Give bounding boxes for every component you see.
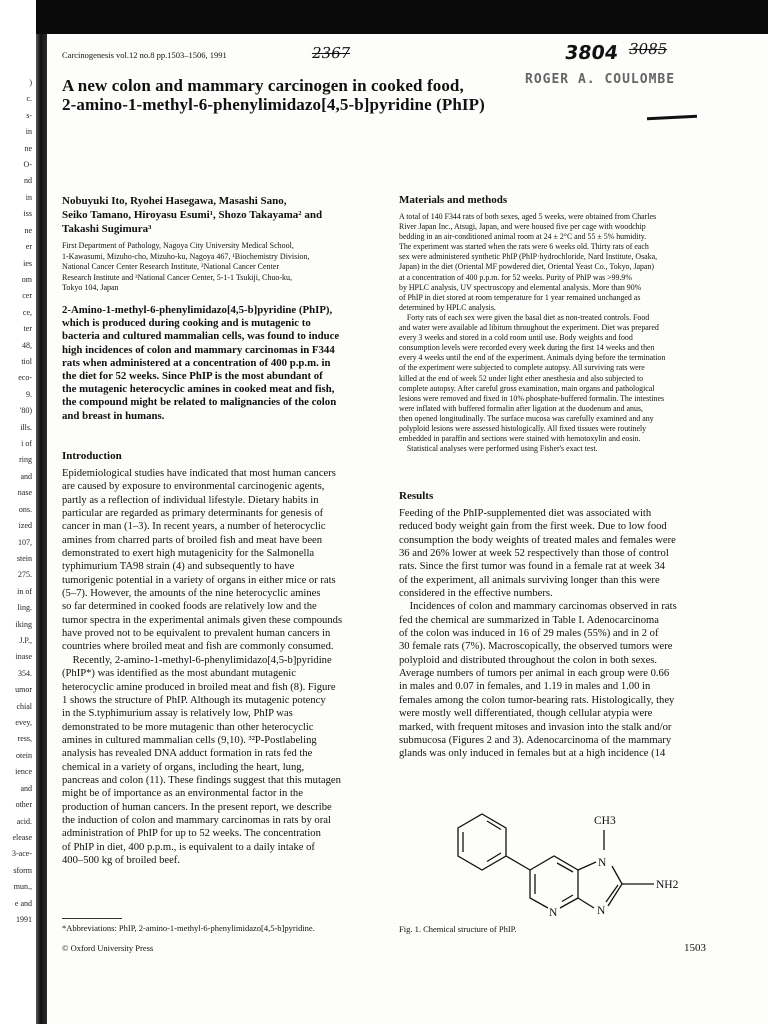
methods-line: River Japan Inc., Atsugi, Japan, and were housed five per cage with woodchip <box>399 222 646 232</box>
methods-line: sex were administered synthetic PhIP (PhIP·hydrochloride, Nard Institute, Osaka, <box>399 252 658 262</box>
margin-text-fragment: nase <box>17 488 32 498</box>
margin-text-fragment: elease <box>12 832 32 842</box>
methyl-label: CH3 <box>594 815 616 827</box>
intro-line: tumorigenic potential in a variety of organs in either mice or rats <box>62 574 336 586</box>
methods-line: Statistical analyses were performed using Fisher's exact test. <box>399 444 598 454</box>
scan-top-edge <box>36 0 768 34</box>
intro-line: 400–500 kg of broiled beef. <box>62 854 180 866</box>
results-line: submucosa (Figures 2 and 3). Adenocarcinoma of the mammary <box>399 734 672 746</box>
methods-line: consumption levels were recorded every week during the first 14 weeks and then <box>399 343 655 353</box>
results-line: were mostly well differentiated, though cellular atypia were <box>399 708 653 720</box>
results-line: 30 female rats (7%). Macroscopically, the observed tumors were <box>399 641 673 653</box>
margin-text-fragment: and <box>20 471 32 481</box>
book-spine-shadow <box>36 0 47 1024</box>
margin-text-fragment: ring <box>19 455 32 465</box>
methods-line: The experiment was started when the rats were 6 weeks old. Thirty rats of each <box>399 242 649 252</box>
methods-line: of PhIP in diet stored at room temperature for 1 year remained unchanged as <box>399 292 641 302</box>
figure-1-caption: Fig. 1. Chemical structure of PhIP. <box>399 924 517 934</box>
affiliation-line-1: First Department of Pathology, Nagoya City University Medical School, <box>62 241 294 250</box>
margin-text-fragment: ce, <box>22 307 32 317</box>
intro-line: are caused by exposure to environmental carcinogenic agents, <box>62 481 325 493</box>
margin-text-fragment: 48, <box>22 340 32 350</box>
margin-text-fragment: iss <box>23 209 32 219</box>
intro-line: cancer in man (1–3). In recent years, a number of heterocyclic <box>62 521 326 533</box>
intro-line: administration of PhIP for up to 52 weeks. The concentration <box>62 828 321 840</box>
methods-line: by HPLC analysis, UV spectroscopy and elemental analysis. More than 90% <box>399 282 642 292</box>
margin-text-fragment: om <box>21 274 32 284</box>
margin-text-fragment: stein <box>16 553 32 563</box>
methods-line: were inflated with buffered formalin after ligation at the duodenum and anus, <box>399 403 643 413</box>
abstract-line: high incidences of colon and mammary carcinomas in F344 <box>62 343 335 356</box>
margin-text-fragment: ne <box>24 225 32 235</box>
results-line: of the experiment, all animals surviving longer than this were <box>399 574 660 586</box>
margin-text-fragment: acid. <box>16 816 32 826</box>
margin-text-fragment: tiol <box>21 357 32 366</box>
margin-text-fragment: c. <box>26 94 32 104</box>
methods-line: bedding in an air-conditioned animal room at 24 ± 2°C and 55 ± 5% humidity. <box>399 232 647 242</box>
intro-line: Recently, 2-amino-1-methyl-6-phenylimidazo[4,5-b]pyridine <box>62 654 332 666</box>
results-line: marked, with frequent mitoses and invasion into the stalk and/or <box>399 721 672 733</box>
margin-text-fragment: 3-ace- <box>12 849 32 859</box>
intro-line: typhimurium TA98 strain (4) and subsequently to have <box>62 561 295 573</box>
margin-text-fragment: ter <box>23 324 32 334</box>
margin-text-fragment: 275. <box>18 570 32 580</box>
results-line: 36 and 26% lower at week 52 respectively than those of control <box>399 548 669 560</box>
margin-text-fragment: in <box>25 192 32 202</box>
affiliation-line-3: National Cancer Center Research Institute, ²National Cancer Center <box>62 262 279 271</box>
materials-methods-body <box>399 212 715 454</box>
handwritten-reference-1: 2367 <box>310 44 352 62</box>
intro-line: 1 shows the structure of PhIP. Although its mutagenic potency <box>62 694 326 706</box>
author-line-2: Seiko Tamano, Hiroyasu Esumi¹, Shozo Takayama² and <box>62 209 323 221</box>
journal-citation: Carcinogenesis vol.12 no.8 pp.1503–1506, 1991 <box>62 50 227 60</box>
abstract-line: and breast in humans. <box>62 409 165 422</box>
intro-line: chemical in a variety of organs, including the heart, lung, <box>62 761 305 773</box>
margin-text-fragment: chial <box>16 701 32 711</box>
intro-line: Epidemiological studies have indicated that most human cancers <box>62 468 336 479</box>
phip-structure-diagram <box>442 786 742 946</box>
margin-text-fragment: 1991 <box>16 915 32 924</box>
title-line-2: 2-amino-1-methyl-6-phenylimidazo[4,5-b]pyridine (PhIP) <box>62 95 485 114</box>
margin-text-fragment: '80) <box>19 406 32 416</box>
margin-text-fragment: 354. <box>18 668 32 678</box>
methods-line: Japan) in the diet (Oriental MF powdered diet, Oriental Yeast Co., Tokyo, Japan) <box>399 262 655 272</box>
margin-text-fragment: eco- <box>18 373 32 383</box>
biaryl-bond <box>506 856 530 870</box>
nitrogen-1-label: N <box>598 857 607 869</box>
methods-line: lesions were removed and fixed in 10% phosphate-buffered formalin. The intestines <box>399 393 665 403</box>
abstract-line: the mutagenic heterocyclic amines in cooked meat and fish, <box>62 383 335 396</box>
affiliation-line-2: 1-Kawasumi, Mizuho-cho, Mizuho-ku, Nagoya 467, ¹Biochemistry Division, <box>62 251 310 261</box>
margin-text-fragment: ons. <box>18 504 32 514</box>
pyridine-nitrogen-label: N <box>549 907 558 919</box>
abstract <box>62 304 375 423</box>
margin-text-fragment: cer <box>22 291 32 301</box>
margin-text-fragment: sform <box>13 865 32 875</box>
margin-text-fragment: s- <box>26 110 32 120</box>
margin-text-fragment: other <box>15 800 32 810</box>
intro-line: so far determined in cooked foods are relatively low and the <box>62 601 317 613</box>
author-line-3: Takashi Sugimura³ <box>62 223 152 235</box>
methods-line: and water were available ad libitum throughout the experiment. Diet was prepared <box>399 323 659 333</box>
introduction-heading: Introduction <box>62 450 122 462</box>
intro-line: have proved not to be equivalent to prevalent human cancers in <box>62 628 331 640</box>
results-line: considered in the effective numbers. <box>399 588 553 600</box>
results-line: Average numbers of tumors per animal in each group were 0.66 <box>399 668 670 680</box>
results-line: reduced body weight gain from the first week. Due to low food <box>399 521 667 533</box>
methods-line: Forty rats of each sex were given the basal diet as non-treated controls. Food <box>399 312 650 322</box>
results-line: in males and 0.07 in females, and 1.19 in males and 1.00 in <box>399 681 651 693</box>
amino-label: NH2 <box>656 879 679 891</box>
methods-line: then opened longitudinally. The surface mucosa was carefully examined and any <box>399 413 654 423</box>
results-line: Feeding of the PhIP-supplemented diet was associated with <box>399 508 652 519</box>
margin-text-fragment: inase <box>15 652 32 662</box>
abstract-line: bacteria and cultured mammalian cells, was found to induce <box>62 330 340 343</box>
margin-text-fragment: er <box>25 242 32 252</box>
intro-line: might be of importance as an environmental factor in the <box>62 788 303 800</box>
methods-line: every 3 weeks and stored in a cold room until use. Body weights and food <box>399 333 633 343</box>
phenyl-ring <box>458 814 506 870</box>
intro-line: production of human cancers. In the present report, we describe <box>62 801 332 813</box>
intro-line: in the S.typhimurium assay is relatively low, PhIP was <box>62 708 293 720</box>
results-line: glands was only induced in females but at a high incidence (14 <box>399 748 666 760</box>
intro-line: amines in cultured mammalian cells (9,10). ³²P-Postlabeling <box>62 734 317 746</box>
intro-line: demonstrated to be more mutagenic than other heterocyclic <box>62 721 314 733</box>
margin-text-fragment: otein <box>16 750 32 760</box>
author-list <box>62 194 392 236</box>
intro-line: demonstrated to exert high mutagenicity for the Salmonella <box>62 548 315 560</box>
margin-text-fragment: in <box>25 127 32 137</box>
intro-line: the induction of colon and mammary carcinomas in rats by oral <box>62 814 331 826</box>
results-heading: Results <box>399 490 434 502</box>
affiliation-block <box>62 241 392 294</box>
pyridine-ring <box>530 856 578 908</box>
materials-methods-heading: Materials and methods <box>399 194 508 206</box>
methods-line: A total of 140 F344 rats of both sexes, aged 5 weeks, were obtained from Charles <box>399 212 657 221</box>
margin-text-fragment: O- <box>23 160 32 170</box>
abstract-line: which is produced during cooking and is mutagenic to <box>62 317 311 330</box>
methods-line: determined by HPLC analysis. <box>399 302 496 312</box>
margin-text-fragment: ) <box>29 78 32 87</box>
results-line: Incidences of colon and mammary carcinomas observed in rats <box>399 601 677 613</box>
intro-line: tumor spectra in the experimental animals given these compounds <box>62 614 343 626</box>
results-line: rats. Since the first tumor was found in a female rat at week 34 <box>399 561 665 573</box>
page-number: 1503 <box>684 942 706 954</box>
margin-text-fragment: iking <box>15 619 32 629</box>
handwritten-reference-3: 3085 <box>627 40 669 58</box>
copyright-line: © Oxford University Press <box>62 943 154 953</box>
margin-text-fragment: ills. <box>20 422 32 432</box>
abstract-line: the diet for 52 weeks. Since PhIP is the most abundant of <box>62 370 323 383</box>
margin-text-fragment: and <box>20 783 32 793</box>
margin-text-fragment: ne <box>24 143 32 153</box>
methods-line: embedded in paraffin and sections were stained with hemotoxylin and eosin. <box>399 434 641 444</box>
intro-line: partly as a reflection of individual lifestyle. Dietary habits in <box>62 494 319 506</box>
introduction-body <box>62 467 375 867</box>
methods-line: killed at the end of week 52 under light ether anesthesia and also subjected to <box>399 373 644 383</box>
intro-line: countries where broiled meat and fish are commonly consumed. <box>62 641 334 653</box>
margin-text-fragment: umor <box>15 685 32 695</box>
title-line-1: A new colon and mammary carcinogen in cooked food, <box>62 76 464 95</box>
results-body <box>399 507 715 761</box>
results-line: fed the chemical are summarized in Table I. Adenocarcinoma <box>399 614 659 626</box>
abstract-line: the compound might be related to malignancies of the colon <box>62 396 337 409</box>
pen-mark <box>647 115 697 121</box>
nitrogen-3-label: N <box>597 905 606 917</box>
margin-text-fragment: e and <box>14 898 32 908</box>
abstract-line: 2-Amino-1-methyl-6-phenylimidazo[4,5-b]pyridine (PhIP), <box>62 304 333 316</box>
margin-text-fragment: 9. <box>26 389 32 399</box>
intro-line: heterocyclic amine produced in broiled meat and fish (8). Figure <box>62 681 336 693</box>
affiliation-line-4: Research Institute and ³National Cancer Center, 5-1-1 Tsukiji, Chuo-ku, <box>62 272 292 282</box>
intro-line: of PhIP in diet, 400 p.p.m., is equivalent to a daily intake of <box>62 841 315 853</box>
intro-line: (5–7). However, the amounts of the nine heterocyclic amines <box>62 588 321 600</box>
results-line: consumption the body weights of treated males and females were <box>399 534 676 546</box>
margin-text-fragment: in of <box>17 586 32 596</box>
intro-line: pancreas and colon (11). These findings suggest that this mutagen <box>62 774 341 786</box>
methods-line: of the experiment were subjected to complete autopsy. All surviving rats were <box>399 363 645 373</box>
owner-stamp: ROGER A. COULOMBE <box>525 72 676 87</box>
author-line-1: Nobuyuki Ito, Ryohei Hasegawa, Masashi Sano, <box>62 195 287 207</box>
intro-line: analysis has revealed DNA adduct formation in rats fed the <box>62 748 313 760</box>
methods-line: complete autopsy. After careful gross examination, main organs and pathological <box>399 383 655 393</box>
margin-text-fragment: mun., <box>13 882 32 892</box>
footnote-rule <box>62 918 122 919</box>
results-line: females among the colon tumor-bearing rats. Histologically, they <box>399 694 675 706</box>
margin-text-fragment: ling. <box>17 603 32 613</box>
margin-text-fragment: 107, <box>18 537 32 547</box>
margin-text-fragment: i of <box>21 439 32 449</box>
left-margin-bleed <box>0 0 36 1024</box>
article-title <box>62 76 522 114</box>
handwritten-reference-2: 3804 <box>563 42 620 64</box>
methods-line: at a concentration of 400 p.p.m. for 52 weeks. Purity of PhIP was >99.9% <box>399 272 632 282</box>
margin-text-fragment: ience <box>15 767 32 777</box>
intro-line: amines from charred parts of broiled fish and meat have been <box>62 534 323 546</box>
results-line: polyploid and distributed throughout the colon in both sexes. <box>399 654 658 666</box>
margin-text-fragment: J.P., <box>19 636 32 645</box>
results-line: of the colon was induced in 16 of 29 males (55%) and in 2 of <box>399 628 659 640</box>
article-page <box>47 34 768 1024</box>
abbreviations-footnote: *Abbreviations: PhIP, 2-amino-1-methyl-6-phenylimidazo[4,5-b]pyridine. <box>62 923 315 933</box>
imidazole-ring <box>578 830 654 908</box>
margin-text-fragment: evey, <box>15 718 32 728</box>
methods-line: every 4 weeks until the end of the experiment. Animals dying before the termination <box>399 353 666 363</box>
margin-text-fragment: ized <box>18 521 32 531</box>
margin-text-fragment: ies <box>23 258 32 268</box>
intro-line: (PhIP*) was identified as the most abundant mutagenic <box>62 668 296 680</box>
intro-line: particular are regarded as primary determinants for genesis of <box>62 508 324 520</box>
margin-text-fragment: ress, <box>17 734 32 744</box>
affiliation-line-5: Tokyo 104, Japan <box>62 283 119 292</box>
methods-line: polyploid lesions were assessed histologically. All fixed tissues were routinely <box>399 423 647 433</box>
abstract-line: rats when administered at a concentration of 400 p.p.m. in <box>62 356 331 369</box>
margin-text-fragment: nd <box>24 176 32 186</box>
